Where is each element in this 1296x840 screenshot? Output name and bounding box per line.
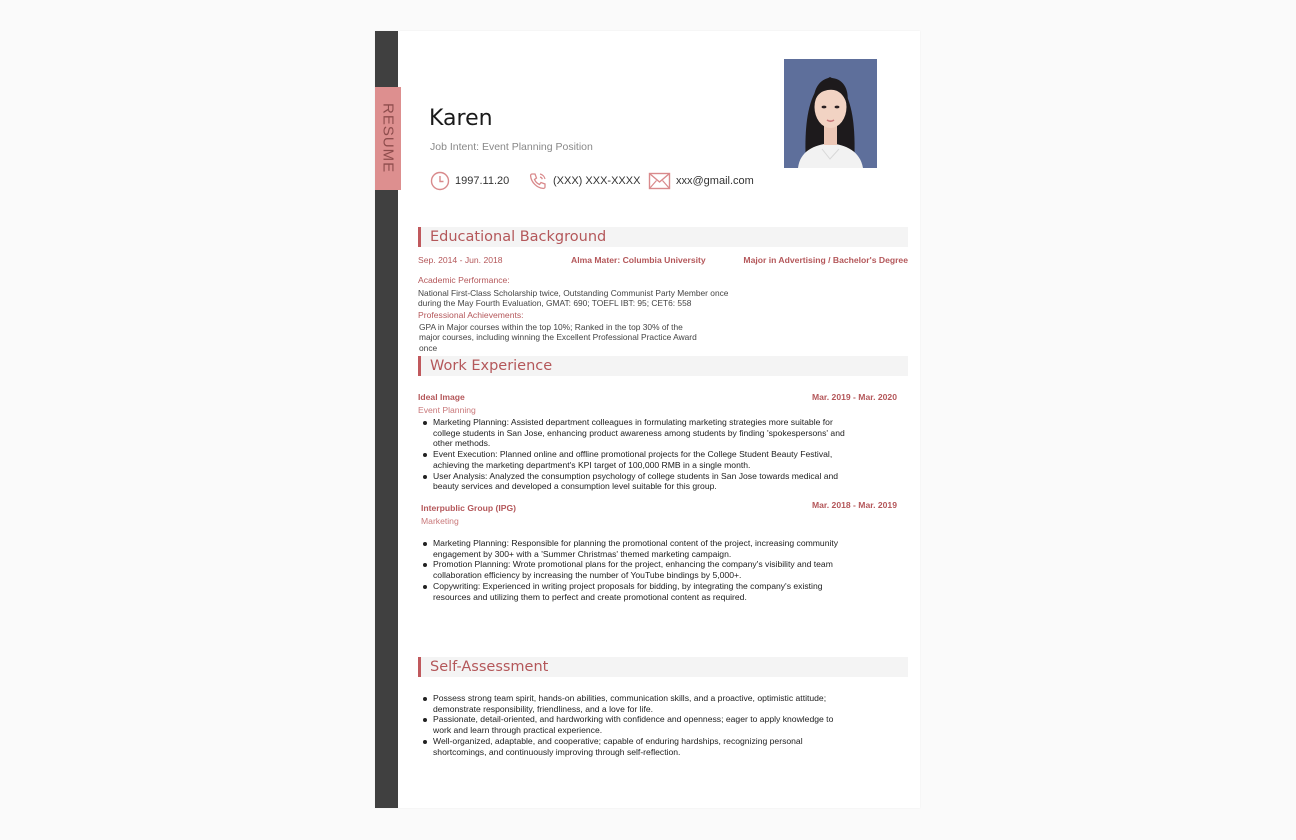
- education-period: Sep. 2014 - Jun. 2018: [418, 255, 503, 265]
- prof-line-2: major courses, including winning the Excellent Professional Practice Award: [419, 332, 697, 343]
- list-item: [418, 449, 888, 470]
- work-section-header: [418, 356, 908, 376]
- bullet-line: Promotion Planning: Wrote promotional plans for the project, enhancing the company's visibility and team: [433, 559, 833, 570]
- bullet-line: resources and utilizing them to perfect and create promotional content as required.: [433, 591, 747, 602]
- education-major: Major in Advertising / Bachelor's Degree: [743, 255, 908, 265]
- resume-page: [375, 31, 920, 808]
- job-role: Event Planning: [418, 405, 476, 415]
- job-company: Ideal Image: [418, 392, 465, 402]
- professional-achievements-text: [419, 322, 697, 353]
- bullet-line: Marketing Planning: Assisted department colleagues in formulating marketing strategies more suitable for: [433, 417, 833, 427]
- birthdate-text: 1997.11.20: [455, 175, 510, 187]
- education-section-header: [418, 227, 908, 247]
- academic-line-1: National First-Class Scholarship twice, Outstanding Communist Party Member once: [418, 288, 729, 298]
- education-school: Alma Mater: Columbia University: [571, 255, 706, 265]
- phone-icon: [528, 171, 548, 191]
- list-item: [418, 471, 888, 492]
- self-assessment-bullets: [418, 693, 888, 757]
- education-title: Educational Background: [430, 229, 607, 245]
- list-item: [418, 417, 888, 449]
- bullet-line: collaboration efficiency by increasing the number of YouTube bindings by 5,000+.: [433, 570, 742, 581]
- bullet-line: shortcomings, and continuously improving through self-reflection.: [433, 746, 681, 757]
- email-item: [648, 171, 754, 191]
- job-role: Marketing: [421, 516, 459, 526]
- mail-icon: [648, 171, 671, 191]
- professional-achievements-label: Professional Achievements:: [418, 310, 524, 320]
- job-bullets: [418, 417, 888, 492]
- job-intent: Job Intent: Event Planning Position: [430, 141, 593, 153]
- bullet-line: Possess strong team spirit, hands-on abilities, communication skills, and a proactive, optimistic attitude;: [433, 693, 827, 703]
- profile-photo-image: [784, 59, 877, 168]
- work-title: Work Experience: [430, 358, 553, 374]
- bullet-line: Passionate, detail-oriented, and hardworking with confidence and openness; eager to apply knowledge to: [433, 714, 834, 725]
- clock-icon: [430, 171, 450, 191]
- prof-line-1: GPA in Major courses within the top 10%; Ranked in the top 30% of the: [419, 322, 683, 332]
- bullet-line: User Analysis: Analyzed the consumption psychology of college students in San Jose towards medical and: [433, 470, 839, 481]
- bullet-line: demonstrate responsibility, friendliness, and a love for life.: [433, 703, 654, 714]
- resume-tab-label: RESUME: [379, 103, 397, 174]
- academic-performance-label: Academic Performance:: [418, 275, 510, 285]
- bullet-line: Well-organized, adaptable, and cooperative; capable of enduring hardships, recognizing personal: [433, 735, 803, 746]
- list-item: [418, 693, 888, 714]
- profile-photo: [784, 59, 877, 168]
- academic-line-2: during the May Fourth Evaluation, GMAT: 690; TOEFL IBT: 95; CET6: 558: [418, 298, 692, 309]
- prof-line-3: once: [419, 342, 438, 353]
- list-item: [418, 559, 888, 580]
- bullet-line: Marketing Planning: Responsible for planning the promotional content of the project, increasing community: [433, 538, 839, 548]
- list-item: [418, 538, 888, 559]
- email-text: xxx@gmail.com: [676, 175, 754, 187]
- bullet-line: Copywriting: Experienced in writing project proposals for bidding, by integrating the company's existing: [433, 580, 823, 591]
- list-item: [418, 736, 888, 757]
- resume-tab: [375, 87, 401, 190]
- self-assessment-section-header: [418, 657, 908, 677]
- phone-item: [528, 171, 640, 191]
- bullet-line: other methods.: [433, 438, 491, 449]
- list-item: [418, 581, 888, 602]
- job-period: Mar. 2018 - Mar. 2019: [811, 500, 897, 510]
- candidate-name: Karen: [429, 106, 493, 131]
- job-company: Interpublic Group (IPG): [421, 503, 517, 513]
- bullet-line: engagement by 300+ with a 'Summer Christmas' themed marketing campaign.: [433, 548, 732, 559]
- bullet-line: work and learn through practical experience.: [433, 725, 603, 736]
- list-item: [418, 714, 888, 735]
- job-bullets: [418, 538, 888, 602]
- bullet-line: college students in San Jose, enhancing product awareness among students by finding 'spokespersons' and: [433, 427, 845, 438]
- bullet-line: Event Execution: Planned online and offline promotional projects for the College Student Beauty Festival,: [433, 449, 833, 460]
- job-period: Mar. 2019 - Mar. 2020: [811, 392, 897, 402]
- phone-text: (XXX) XXX-XXXX: [553, 175, 641, 187]
- bullet-line: beauty services and developed a consumption level suitable for this group.: [433, 481, 717, 492]
- bullet-line: achieving the marketing department's KPI target of 100,000 RMB in a single month.: [433, 459, 751, 470]
- academic-performance-text: [418, 288, 728, 309]
- birthdate-item: [430, 171, 509, 191]
- self-assessment-title: Self-Assessment: [430, 659, 549, 675]
